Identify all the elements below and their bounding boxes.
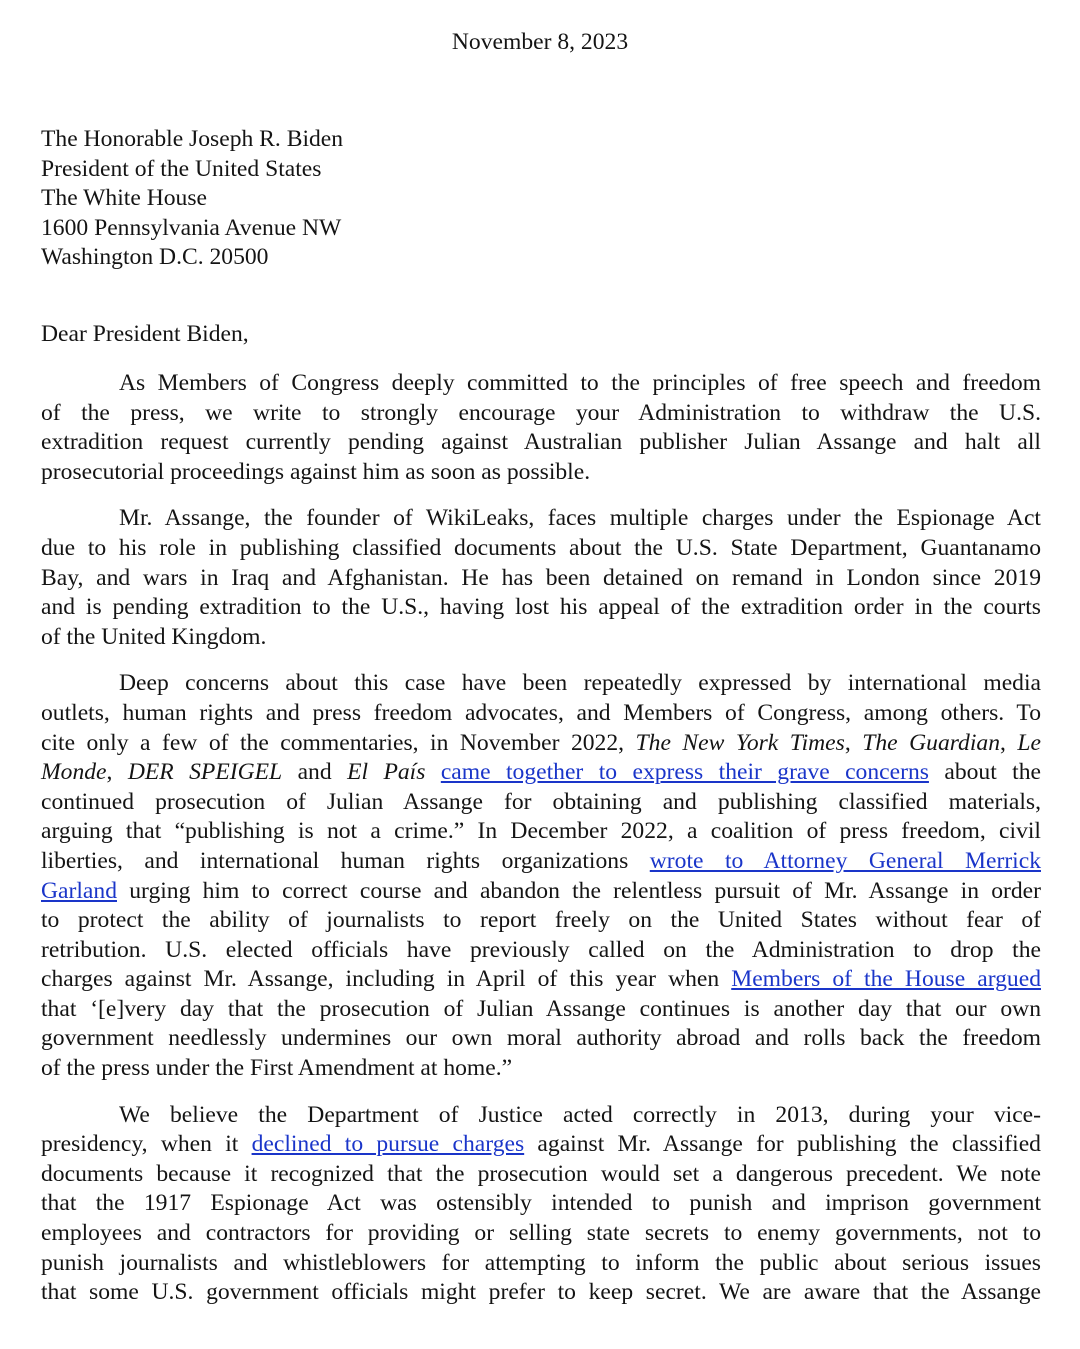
text-run: about the bbox=[928, 759, 1042, 786]
text-line: of the press under the First Amendment at home.” bbox=[41, 1055, 513, 1082]
text-run: , bbox=[844, 729, 863, 756]
address-line: The White House bbox=[41, 185, 207, 212]
text-line bbox=[41, 729, 1041, 759]
text-run: presidency, when it bbox=[41, 1131, 252, 1158]
address-line: 1600 Pennsylvania Avenue NW bbox=[41, 214, 342, 241]
publication-name: El País bbox=[347, 759, 426, 786]
text-line bbox=[41, 758, 1041, 788]
text-run: , bbox=[106, 759, 128, 786]
text-line: Bay, and wars in Iraq and Afghanistan. He has been detained on remand in London since 2019 bbox=[41, 564, 1041, 591]
recipient-address bbox=[41, 125, 343, 273]
text-line bbox=[41, 847, 1041, 877]
text-line: that some U.S. government officials might prefer to keep secret. We are aware that the Assange bbox=[41, 1279, 1041, 1306]
text-line: extradition request currently pending against Australian publisher Julian Assange and halt all bbox=[41, 429, 1041, 456]
text-line: outlets, human rights and press freedom advocates, and Members of Congress, among others. To bbox=[41, 699, 1041, 726]
text-line: Deep concerns about this case have been repeatedly expressed by international media bbox=[119, 670, 1041, 697]
text-line: As Members of Congress deeply committed to the principles of free speech and freedom bbox=[119, 370, 1041, 396]
publication-name: Le bbox=[1017, 729, 1042, 756]
address-line: Washington D.C. 20500 bbox=[41, 244, 269, 271]
paragraph-4 bbox=[41, 1101, 1041, 1308]
text-line: that the 1917 Espionage Act was ostensibly intended to punish and imprison government bbox=[41, 1190, 1041, 1217]
text-line bbox=[41, 965, 1041, 995]
publication-name: The New York Times bbox=[635, 729, 845, 756]
text-line bbox=[41, 1130, 1041, 1160]
text-run: liberties, and international human rights organizations bbox=[41, 847, 650, 874]
text-run: cite only a few of the commentaries, in November 2022, bbox=[41, 729, 636, 756]
publication-name: DER SPEIGEL bbox=[127, 759, 283, 786]
text-line bbox=[41, 877, 1041, 907]
text-line: documents because it recognized that the prosecution would set a dangerous precedent. We note bbox=[41, 1160, 1041, 1187]
link-declined-charges[interactable]: declined to pursue charges bbox=[251, 1131, 525, 1158]
text-line: due to his role in publishing classified documents about the U.S. State Department, Guantanamo bbox=[41, 534, 1041, 561]
link-attorney-general[interactable]: wrote to Attorney General Merrick bbox=[649, 847, 1041, 874]
text-line: of the United Kingdom. bbox=[41, 623, 267, 650]
paragraph-3 bbox=[41, 669, 1041, 1083]
text-line: to protect the ability of journalists to report freely on the United States without fear of bbox=[41, 907, 1041, 934]
text-line: We believe the Department of Justice acted correctly in 2013, during your vice- bbox=[119, 1101, 1041, 1128]
text-run: charges against Mr. Assange, including in April of this year when bbox=[41, 966, 732, 993]
text-line: arguing that “publishing is not a crime.” In December 2022, a coalition of press freedom, civil bbox=[41, 818, 1041, 845]
text-line: employees and contractors for providing or selling state secrets to enemy governments, not to bbox=[41, 1220, 1041, 1247]
text-line: of the press, we write to strongly encourage your Administration to withdraw the U.S. bbox=[41, 399, 1041, 426]
text-line: that ‘[e]very day that the prosecution of Julian Assange continues is another day that our own bbox=[41, 995, 1041, 1022]
link-garland[interactable]: Garland bbox=[41, 877, 117, 904]
text-line: prosecutorial proceedings against him as soon as possible. bbox=[41, 458, 591, 485]
text-line: continued prosecution of Julian Assange for obtaining and publishing classified materials, bbox=[41, 788, 1041, 815]
text-run bbox=[425, 759, 440, 785]
paragraph-2 bbox=[41, 504, 1041, 652]
letter-date: November 8, 2023 bbox=[451, 29, 629, 55]
text-line: government needlessly undermines our own moral authority abroad and rolls back the freedom bbox=[41, 1025, 1041, 1052]
text-line: retribution. U.S. elected officials have previously called on the Administration to drop the bbox=[41, 936, 1041, 963]
address-line: The Honorable Joseph R. Biden bbox=[41, 126, 344, 152]
salutation: Dear President Biden, bbox=[41, 321, 249, 347]
text-line: and is pending extradition to the U.S., having lost his appeal of the extradition order in the courts bbox=[41, 594, 1041, 621]
text-run: and bbox=[282, 759, 348, 786]
text-run: against Mr. Assange for publishing the classified bbox=[524, 1131, 1041, 1158]
text-run: urging him to correct course and abandon the relentless pursuit of Mr. Assange in order bbox=[117, 877, 1041, 904]
link-members-house-argued[interactable]: Members of the House argued bbox=[731, 966, 1041, 993]
paragraph-1 bbox=[41, 369, 1041, 487]
text-line: punish journalists and whistleblowers for attempting to inform the public about serious issues bbox=[41, 1249, 1041, 1276]
link-grave-concerns[interactable]: came together to express their grave concerns bbox=[440, 759, 929, 786]
text-line: Mr. Assange, the founder of WikiLeaks, faces multiple charges under the Espionage Act bbox=[119, 505, 1041, 532]
publication-name: Monde bbox=[41, 759, 107, 786]
publication-name: The Guardian bbox=[862, 729, 1001, 756]
letter-body bbox=[41, 369, 1041, 1325]
address-line: President of the United States bbox=[41, 155, 322, 182]
text-run: , bbox=[1000, 729, 1018, 756]
